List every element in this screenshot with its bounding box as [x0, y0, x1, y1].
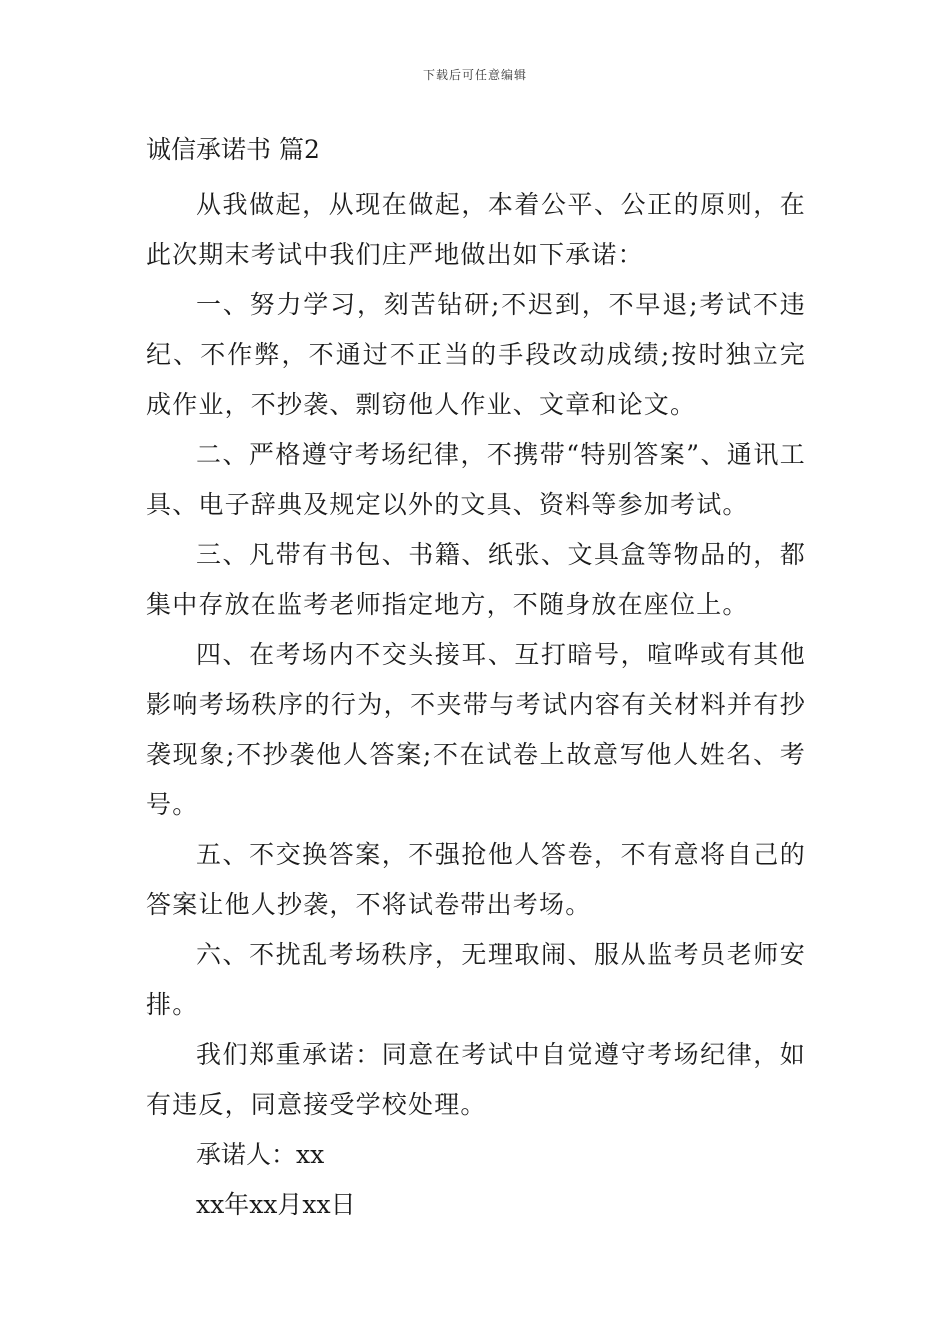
paragraph-item-2: 二、严格遵守考场纪律，不携带“特别答案”、通讯工具、电子辞典及规定以外的文具、资料等参加考试。 — [146, 440, 806, 519]
paragraph-item-4: 四、在考场内不交头接耳、互打暗号，喧哗或有其他影响考场秩序的行为，不夹带与考试内容有关材料并有抄袭现象;不抄袭他人答案;不在试卷上故意写他人姓名、考号。 — [146, 640, 806, 819]
paragraph-intro: 从我做起，从现在做起，本着公平、公正的原则，在此次期末考试中我们庄严地做出如下承诺： — [146, 190, 806, 269]
paragraph-item-6: 六、不扰乱考场秩序，无理取闹、服从监考员老师安排。 — [146, 940, 806, 1019]
date-line: xx年xx月xx日 — [196, 1190, 356, 1219]
paragraph-pledge: 我们郑重承诺：同意在考试中自觉遵守考场纪律，如有违反，同意接受学校处理。 — [146, 1040, 806, 1119]
document-title: 诚信承诺书 篇2 — [146, 135, 320, 164]
paragraph-item-1: 一、努力学习，刻苦钻研;不迟到，不早退;考试不违纪、不作弊，不通过不正当的手段改动成绩;按时独立完成作业，不抄袭、剽窃他人作业、文章和论文。 — [146, 290, 806, 419]
page-header-note: 下载后可任意编辑 — [422, 68, 527, 82]
paragraph-item-3: 三、凡带有书包、书籍、纸张、文具盒等物品的，都集中存放在监考老师指定地方，不随身放在座位上。 — [146, 540, 806, 619]
paragraph-item-5: 五、不交换答案，不强抢他人答卷，不有意将自己的答案让他人抄袭，不将试卷带出考场。 — [146, 840, 806, 919]
document-body — [146, 180, 806, 1230]
signature-line: 承诺人：xx — [196, 1140, 325, 1169]
